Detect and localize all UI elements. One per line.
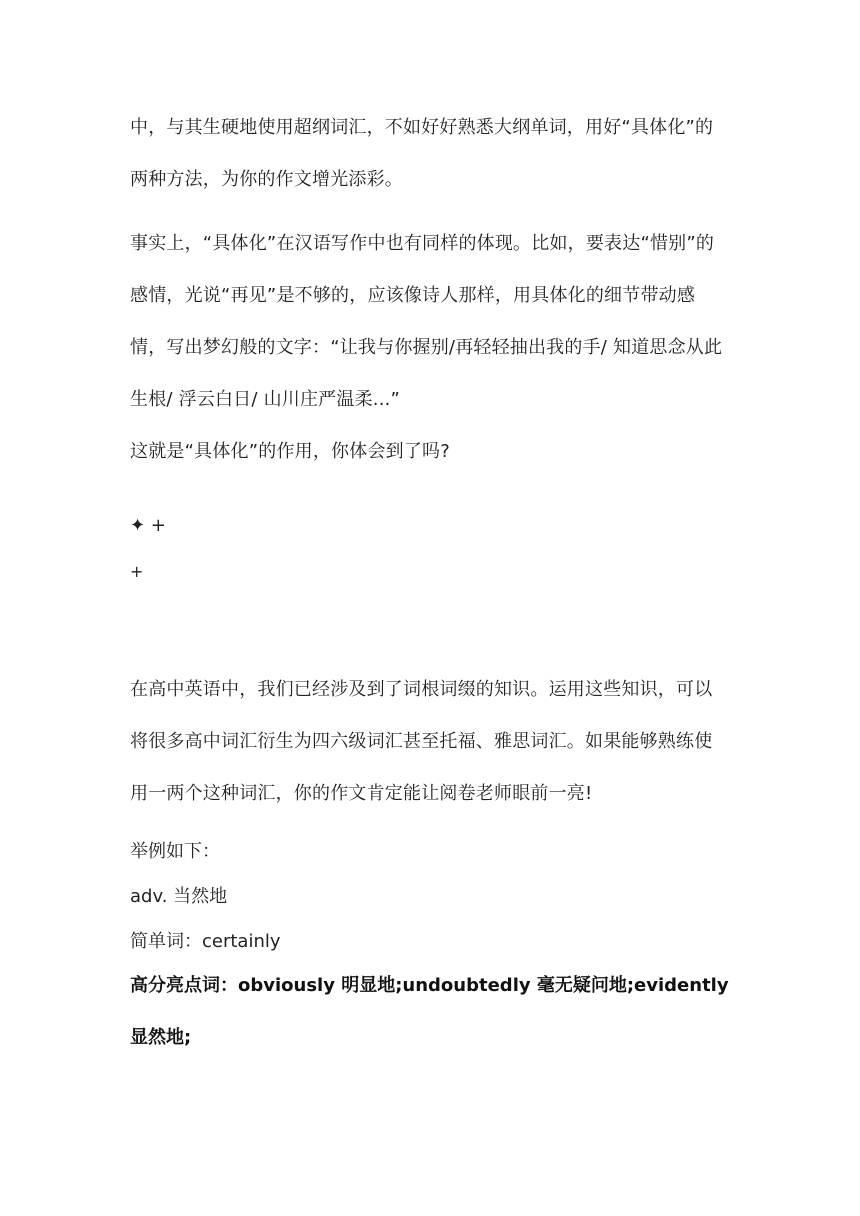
example-intro: 举例如下： — [130, 841, 220, 862]
example-advanced-words: 高分亮点词：obviously 明显地;undoubtedly 毫无疑问地;evidently 显然地; — [130, 975, 729, 1048]
example-part-of-speech: adv. 当然地 — [130, 886, 228, 907]
paragraph-3: 这就是“具体化”的作用，你体会到了吗? — [130, 441, 451, 462]
paragraph-4: 在高中英语中，我们已经涉及到了词根词缀的知识。运用这些知识，可以将很多高中词汇衍生为四六级词汇甚至托福、雅思词汇。如果能够熟练使用一两个这种词汇，你的作文肯定能让阅卷老师眼前一亮! — [130, 679, 713, 804]
paragraph-2: 事实上，“具体化”在汉语写作中也有同样的体现。比如，要表达“惜别”的感情，光说“再见”是不够的，应该像诗人那样，用具体化的细节带动感情，写出梦幻般的文字：“让我与你握别/再轻轻抽出我的手/ 知道思念从此生根/ 浮云白日/ 山川庄严温柔...” — [130, 233, 723, 410]
plus-icon: + — [130, 562, 144, 581]
sparkle-icon: ✦ + — [130, 515, 166, 536]
paragraph-1: 中，与其生硬地使用超纲词汇，不如好好熟悉大纲单词，用好“具体化”的两种方法，为你的作文增光添彩。 — [130, 117, 714, 190]
example-simple-word: 简单词：certainly — [130, 931, 281, 952]
